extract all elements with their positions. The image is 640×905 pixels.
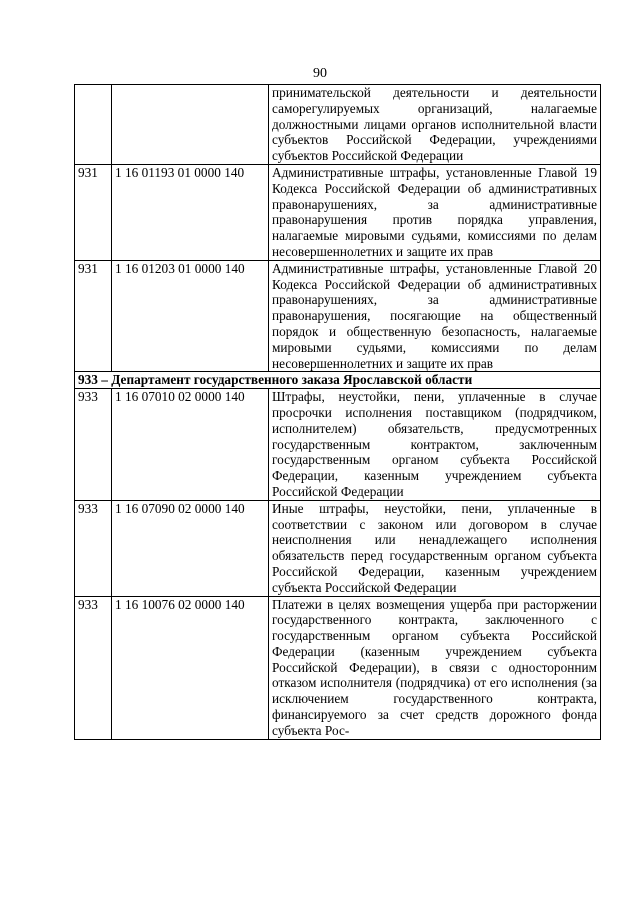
admin-code-cell: 931 [75, 260, 112, 372]
table-row [75, 596, 601, 739]
admin-code-cell: 933 [75, 500, 112, 596]
description-cell: Иные штрафы, неустойки, пени, уплаченные в соответствии с законом или договором в случае неисполнения или ненадлежащего исполнения обязательств перед государственным органом субъекта Российской Федерации, казенным учреждением субъекта Российской Федерации [269, 500, 601, 596]
section-header-row [75, 372, 601, 389]
budget-code-cell: 1 16 07090 02 0000 140 [112, 500, 269, 596]
table-row [75, 164, 601, 260]
budget-code-cell [112, 85, 269, 165]
description-cell: Платежи в целях возмещения ущерба при расторжении государственного контракта, заключенного с государственным органом субъекта Российской Федерации (казенным учреждением субъекта Российской Федерации), в связи с односторонним отказом исполнителя (подрядчика) от его исполнения (за исключением государственного контракта, финансируемого за счет средств дорожного фонда субъекта Рос- [269, 596, 601, 739]
description-cell: Штрафы, неустойки, пени, уплаченные в случае просрочки исполнения поставщиком (подрядчиком, исполнителем) обязательств, предусмотренных государственным контрактом, заключенным государственным органом субъекта Российской Федерации, казенным учреждением субъекта Российской Федерации [269, 389, 601, 501]
description-cell: Административные штрафы, установленные Главой 19 Кодекса Российской Федерации об административных правонарушениях, за административные правонарушения против порядка управления, налагаемые мировыми судьями, комиссиями по делам несовершеннолетних и защите их прав [269, 164, 601, 260]
section-title: 933 – Департамент государственного заказа Ярославской области [75, 372, 601, 389]
budget-code-cell: 1 16 01193 01 0000 140 [112, 164, 269, 260]
admin-code-cell: 931 [75, 164, 112, 260]
table-row [75, 260, 601, 372]
admin-code-cell [75, 85, 112, 165]
admin-code-cell: 933 [75, 389, 112, 501]
description-cell: Административные штрафы, установленные Главой 20 Кодекса Российской Федерации об административных правонарушениях, за административные правонарушения, посягающие на общественный порядок и общественную безопасность, налагаемые мировыми судьями, комиссиями по делам несовершеннолетних и защите их прав [269, 260, 601, 372]
admin-code-cell: 933 [75, 596, 112, 739]
table-row [75, 85, 601, 165]
budget-code-cell: 1 16 10076 02 0000 140 [112, 596, 269, 739]
budget-classification-table [74, 84, 601, 740]
page-number: 90 [313, 66, 327, 81]
table-row [75, 389, 601, 501]
budget-code-cell: 1 16 01203 01 0000 140 [112, 260, 269, 372]
description-cell: принимательской деятельности и деятельности саморегулируемых организаций, налагаемые должностными лицами органов исполнительной власти субъектов Российской Федерации, учреждениями субъектов Российской Федерации [269, 85, 601, 165]
budget-code-cell: 1 16 07010 02 0000 140 [112, 389, 269, 501]
table-row [75, 500, 601, 596]
